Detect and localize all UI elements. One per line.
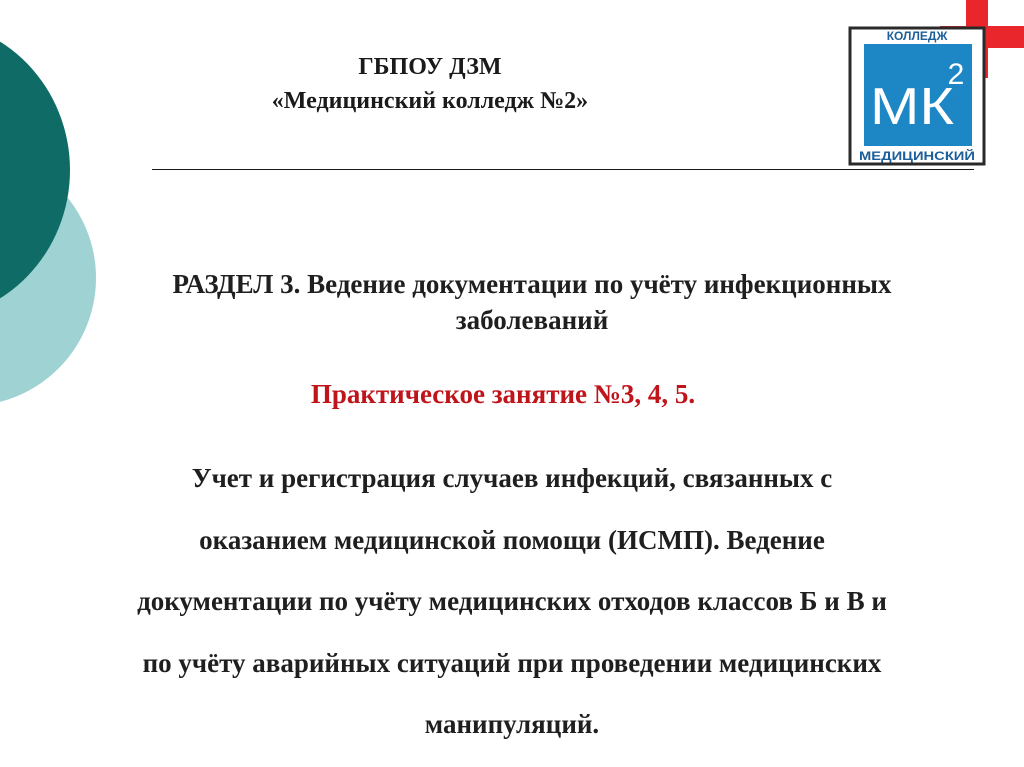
lesson-topic-line: Учет и регистрация случаев инфекций, связанных с xyxy=(191,463,833,493)
college-logo-graphic xyxy=(846,0,1024,172)
section-title-line: РАЗДЕЛ 3. Ведение документации по учёту инфекционных xyxy=(172,269,892,299)
logo-mark-superscript: 2 xyxy=(947,58,965,91)
lesson-topic xyxy=(10,448,1014,756)
lesson-topic-line: оказанием медицинской помощи (ИСМП). Ведение xyxy=(199,524,825,555)
organization-name: ГБПОУ ДЗМ xyxy=(358,54,502,80)
organization-title xyxy=(150,50,710,118)
logo-bottom-text: МЕДИЦИНСКИЙ xyxy=(859,149,954,163)
section-title-line: заболеваний xyxy=(455,305,609,335)
section-title xyxy=(40,266,1024,338)
college-name: «Медицинский колледж №2» xyxy=(271,88,589,114)
college-logo xyxy=(846,0,1024,172)
practice-lesson-title: Практическое занятие №3, 4, 5. xyxy=(310,379,696,409)
logo-top-text: КОЛЛЕДЖ xyxy=(886,29,948,43)
logo-mark: МК xyxy=(870,78,954,136)
lesson-topic-line: документации по учёту медицинских отходов классов Б и В и xyxy=(137,586,887,616)
lesson-topic-line: по учёту аварийных ситуаций при проведении медицинских xyxy=(142,647,882,678)
lesson-topic-line: манипуляций. xyxy=(424,709,600,739)
